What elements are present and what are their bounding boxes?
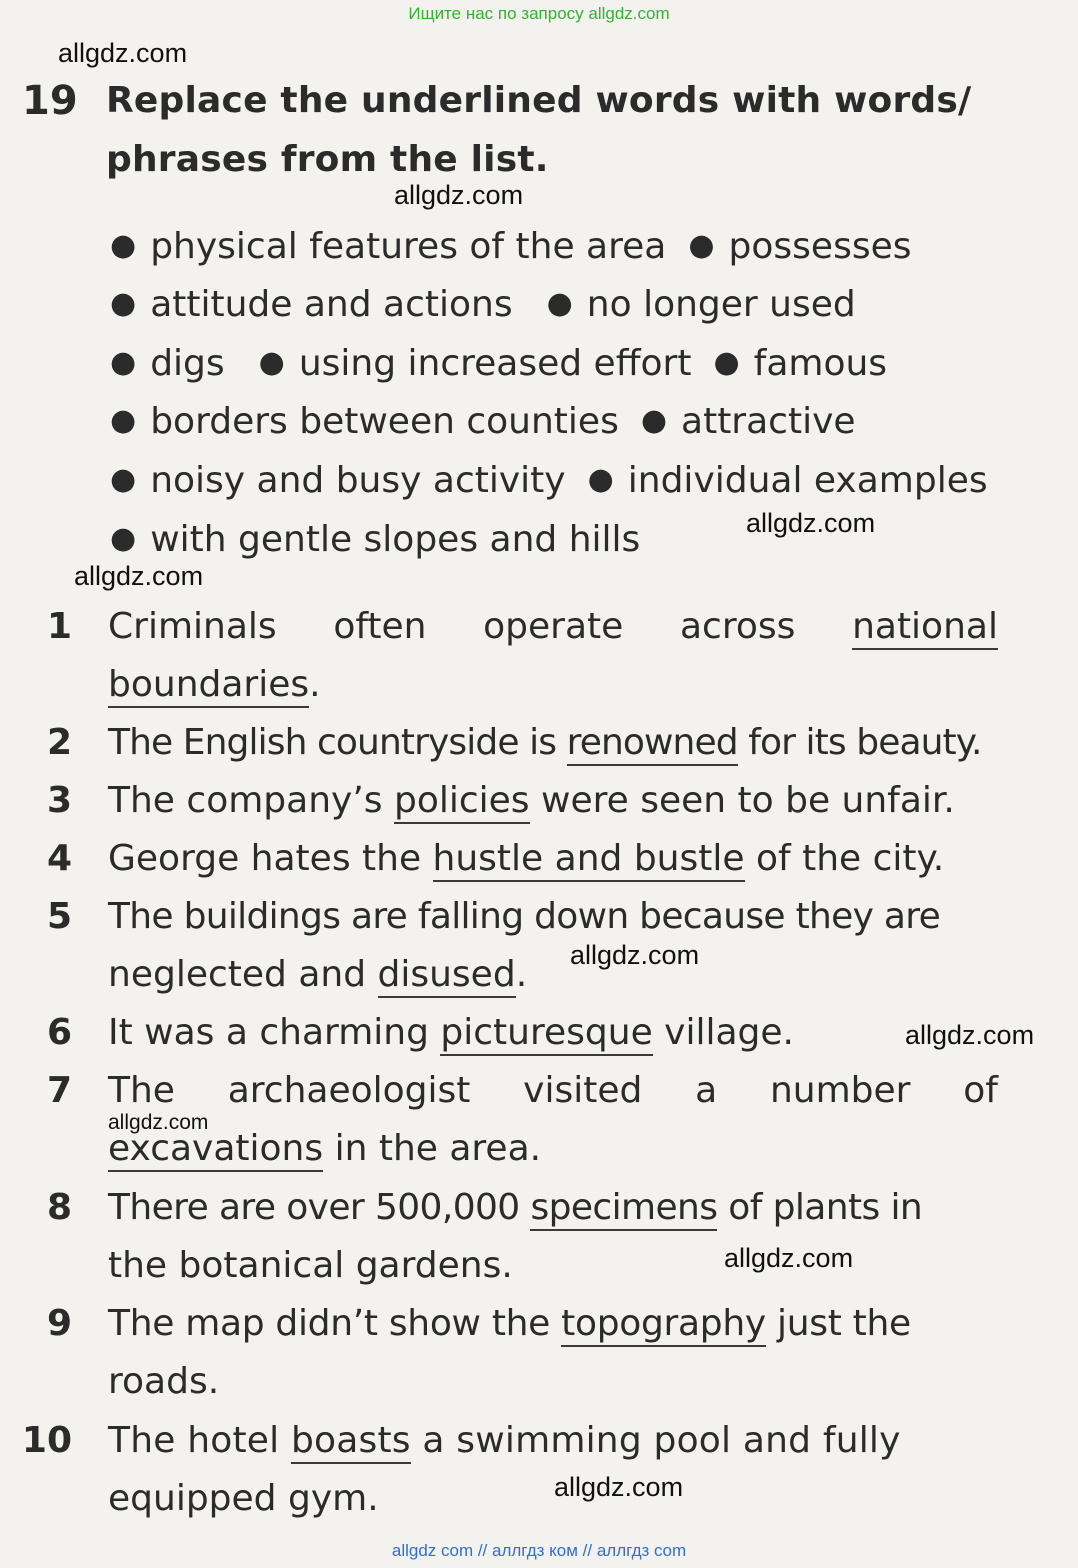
sentence-line: The map didn’t show the topography just the <box>108 1303 911 1344</box>
bullet-icon: ● <box>688 228 715 263</box>
bullet-icon: ● <box>110 345 137 380</box>
list-item: with gentle slopes and hills <box>150 519 641 560</box>
sentence-line: The buildings are falling down because they are <box>108 896 941 937</box>
underlined-word: renowned <box>567 722 738 766</box>
word: across <box>679 606 796 647</box>
word-list-row <box>110 460 988 501</box>
underlined-word: boasts <box>291 1420 411 1464</box>
list-item: using increased effort <box>298 343 692 384</box>
underlined-word: disused <box>378 954 516 998</box>
underlined-word: picturesque <box>440 1012 652 1056</box>
word-list-row <box>110 343 887 384</box>
bullet-icon: ● <box>110 462 137 497</box>
sentence-number: 10 <box>21 1420 72 1461</box>
word: a <box>695 1070 718 1111</box>
sentence-number: 5 <box>46 896 72 937</box>
sentence-line: It was a charming picturesque village. <box>108 1012 794 1053</box>
sentence-line: The company’s policies were seen to be unfair. <box>108 780 955 821</box>
top-banner[interactable]: Ищите нас по запросу allgdz.com <box>408 4 670 23</box>
bullet-icon: ● <box>587 462 614 497</box>
sentence-line: The English countryside is renowned for its beauty. <box>108 722 982 763</box>
word: The <box>108 1070 175 1111</box>
sentence-number: 4 <box>46 838 72 879</box>
word-list-row <box>110 284 856 325</box>
sentence-number: 1 <box>46 606 72 647</box>
sentence-line: roads. <box>108 1361 220 1402</box>
list-item: possesses <box>728 226 912 267</box>
underlined-word: boundaries <box>108 664 309 708</box>
underlined-word: hustle and bustle <box>433 838 745 882</box>
exercise-title-line2: phrases from the list. <box>106 139 549 180</box>
watermark: allgdz.com <box>905 1020 1035 1050</box>
watermark: allgdz.com <box>724 1243 854 1273</box>
list-item: individual examples <box>627 460 988 501</box>
word-list-row <box>110 519 640 560</box>
list-item: famous <box>753 343 888 384</box>
bullet-icon: ● <box>713 345 740 380</box>
exercise-title-line1: Replace the underlined words with words/ <box>106 80 972 121</box>
sentence-line: neglected and disused. <box>108 954 527 995</box>
exercise-number: 19 <box>22 78 78 124</box>
sentence-number: 3 <box>46 780 72 821</box>
list-item: attractive <box>681 401 856 442</box>
word: often <box>333 606 427 647</box>
word: visited <box>523 1070 643 1111</box>
sentence-number: 7 <box>46 1070 72 1111</box>
bullet-icon: ● <box>110 521 137 556</box>
word: number <box>769 1070 911 1111</box>
watermark: allgdz.com <box>108 1111 209 1134</box>
bullet-icon: ● <box>640 403 668 438</box>
sentence-line: boundaries. <box>108 664 321 705</box>
watermark: allgdz.com <box>570 940 700 970</box>
sentence-line <box>108 606 998 650</box>
word-list-row <box>110 401 856 442</box>
list-item: attitude and actions <box>150 284 513 325</box>
sentence-number: 2 <box>46 722 72 763</box>
bullet-icon: ● <box>110 228 137 263</box>
sentence-number: 9 <box>46 1303 72 1344</box>
watermark: allgdz.com <box>554 1472 684 1502</box>
underlined-word: excavations <box>108 1128 323 1172</box>
watermark: allgdz.com <box>58 38 188 68</box>
bullet-icon: ● <box>110 286 137 321</box>
list-item: no longer used <box>586 284 856 325</box>
watermark: allgdz.com <box>394 180 524 210</box>
sentence-number: 8 <box>46 1187 72 1228</box>
sentence-line: excavations in the area. <box>108 1128 541 1169</box>
bottom-banner[interactable]: allgdz com // аллгдз ком // аллгдз com <box>391 1541 687 1560</box>
underlined-word: policies <box>394 780 530 824</box>
sentence-line <box>108 1070 998 1111</box>
list-item: borders between counties <box>150 401 619 442</box>
bullet-icon: ● <box>546 286 573 321</box>
watermark: allgdz.com <box>746 508 876 538</box>
list-item: noisy and busy activity <box>150 460 566 501</box>
sentence-line: the botanical gardens. <box>108 1245 513 1286</box>
list-item: digs <box>150 343 225 384</box>
sentence-line: The hotel boasts a swimming pool and fully <box>108 1420 901 1461</box>
watermark: allgdz.com <box>74 561 204 591</box>
word: archaeologist <box>227 1070 471 1111</box>
word: Criminals <box>108 606 277 647</box>
word: of <box>963 1070 998 1111</box>
bullet-icon: ● <box>110 403 137 438</box>
word-list-row <box>110 226 911 267</box>
sentence-line: George hates the hustle and bustle of the city. <box>108 838 944 879</box>
underlined-word: national <box>852 606 998 650</box>
sentence-number: 6 <box>46 1012 72 1053</box>
list-item: physical features of the area <box>150 226 667 267</box>
bullet-icon: ● <box>258 345 285 380</box>
sentence-line: There are over 500,000 specimens of plants in <box>108 1187 922 1228</box>
word: operate <box>483 606 624 647</box>
sentence-line: equipped gym. <box>108 1478 379 1519</box>
underlined-word: specimens <box>530 1187 717 1231</box>
underlined-word: topography <box>561 1303 766 1347</box>
